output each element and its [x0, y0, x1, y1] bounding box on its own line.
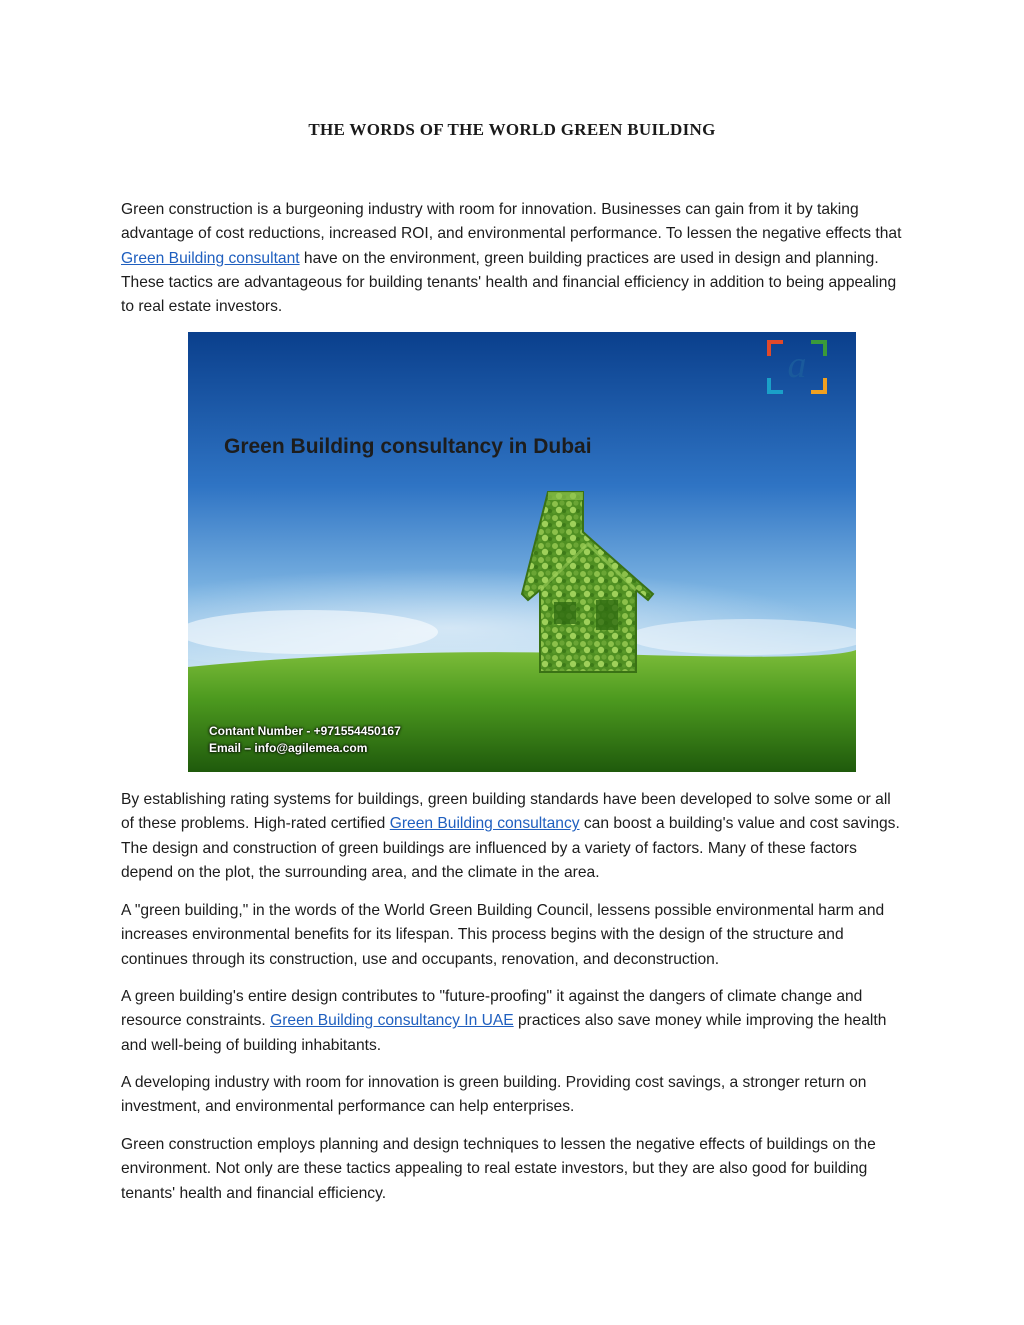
hero-image [188, 332, 856, 772]
paragraph-text: A green building's entire design contributes to "future-proofing" it against the dangers of climate change and resource constraints. [121, 988, 863, 1030]
green-building-consultancy-link[interactable]: Green Building consultancy [389, 815, 580, 833]
paragraph-text: have on the environment, green building practices are used in design and planning. These tactics are advantageous for building tenants' health and financial efficiency in addition to being appealing to real estate investors. [121, 249, 897, 316]
green-building-consultancy-uae-link[interactable]: Green Building consultancy In UAE [270, 1012, 514, 1030]
green-building-consultant-link[interactable]: Green Building consultant [121, 249, 300, 267]
paragraph-world-council: A "green building," in the words of the World Green Building Council, lessens possible environmental harm and increases environmental benefits for its lifespan. This process begins with the design of the structure and continues through its construction, use and occupants, renovation, and deconstruction. [121, 902, 885, 968]
paragraph-planning-design: Green construction employs planning and design techniques to lessen the negative effects of buildings on the environment. Not only are these tactics appealing to real estate investors, but they are also good for building tenants' health and financial efficiency. [121, 1136, 876, 1202]
paragraph-text: Green construction is a burgeoning industry with room for innovation. Businesses can gain from it by taking advantage of cost reductions, increased ROI, and environmental performance. To lessen the negative effects that [121, 201, 902, 243]
hero-contact-info [209, 723, 401, 757]
cloud [188, 610, 438, 654]
paragraph-intro [121, 198, 907, 319]
paragraph-future-proofing [121, 985, 907, 1058]
hero-illustration [188, 332, 856, 772]
document-title: THE WORDS OF THE WORLD GREEN BUILDING [308, 120, 716, 139]
paragraph-developing-industry: A developing industry with room for innovation is green building. Providing cost savings, a stronger return on investment, and environmental performance can help enterprises. [121, 1074, 867, 1116]
paragraph-text: practices also save money while improving the health and well-being of building inhabitants. [121, 1012, 887, 1054]
logo-letter: a [787, 344, 807, 386]
paragraph-rating-systems [121, 788, 907, 885]
contact-email: Email – info@agilemea.com [209, 741, 368, 755]
paragraph-text: By establishing rating systems for buildings, green building standards have been developed to solve some or all of these problems. High-rated certified [121, 791, 891, 833]
paragraph-text: can boost a building's value and cost savings. The design and construction of green buildings are influenced by a variety of factors. Many of these factors depend on the plot, the surrounding area, and the climate in the area. [121, 815, 900, 881]
contact-number: Contant Number - +971554450167 [209, 724, 401, 738]
hero-heading: Green Building consultancy in Dubai [224, 435, 592, 458]
agile-logo [767, 340, 827, 394]
